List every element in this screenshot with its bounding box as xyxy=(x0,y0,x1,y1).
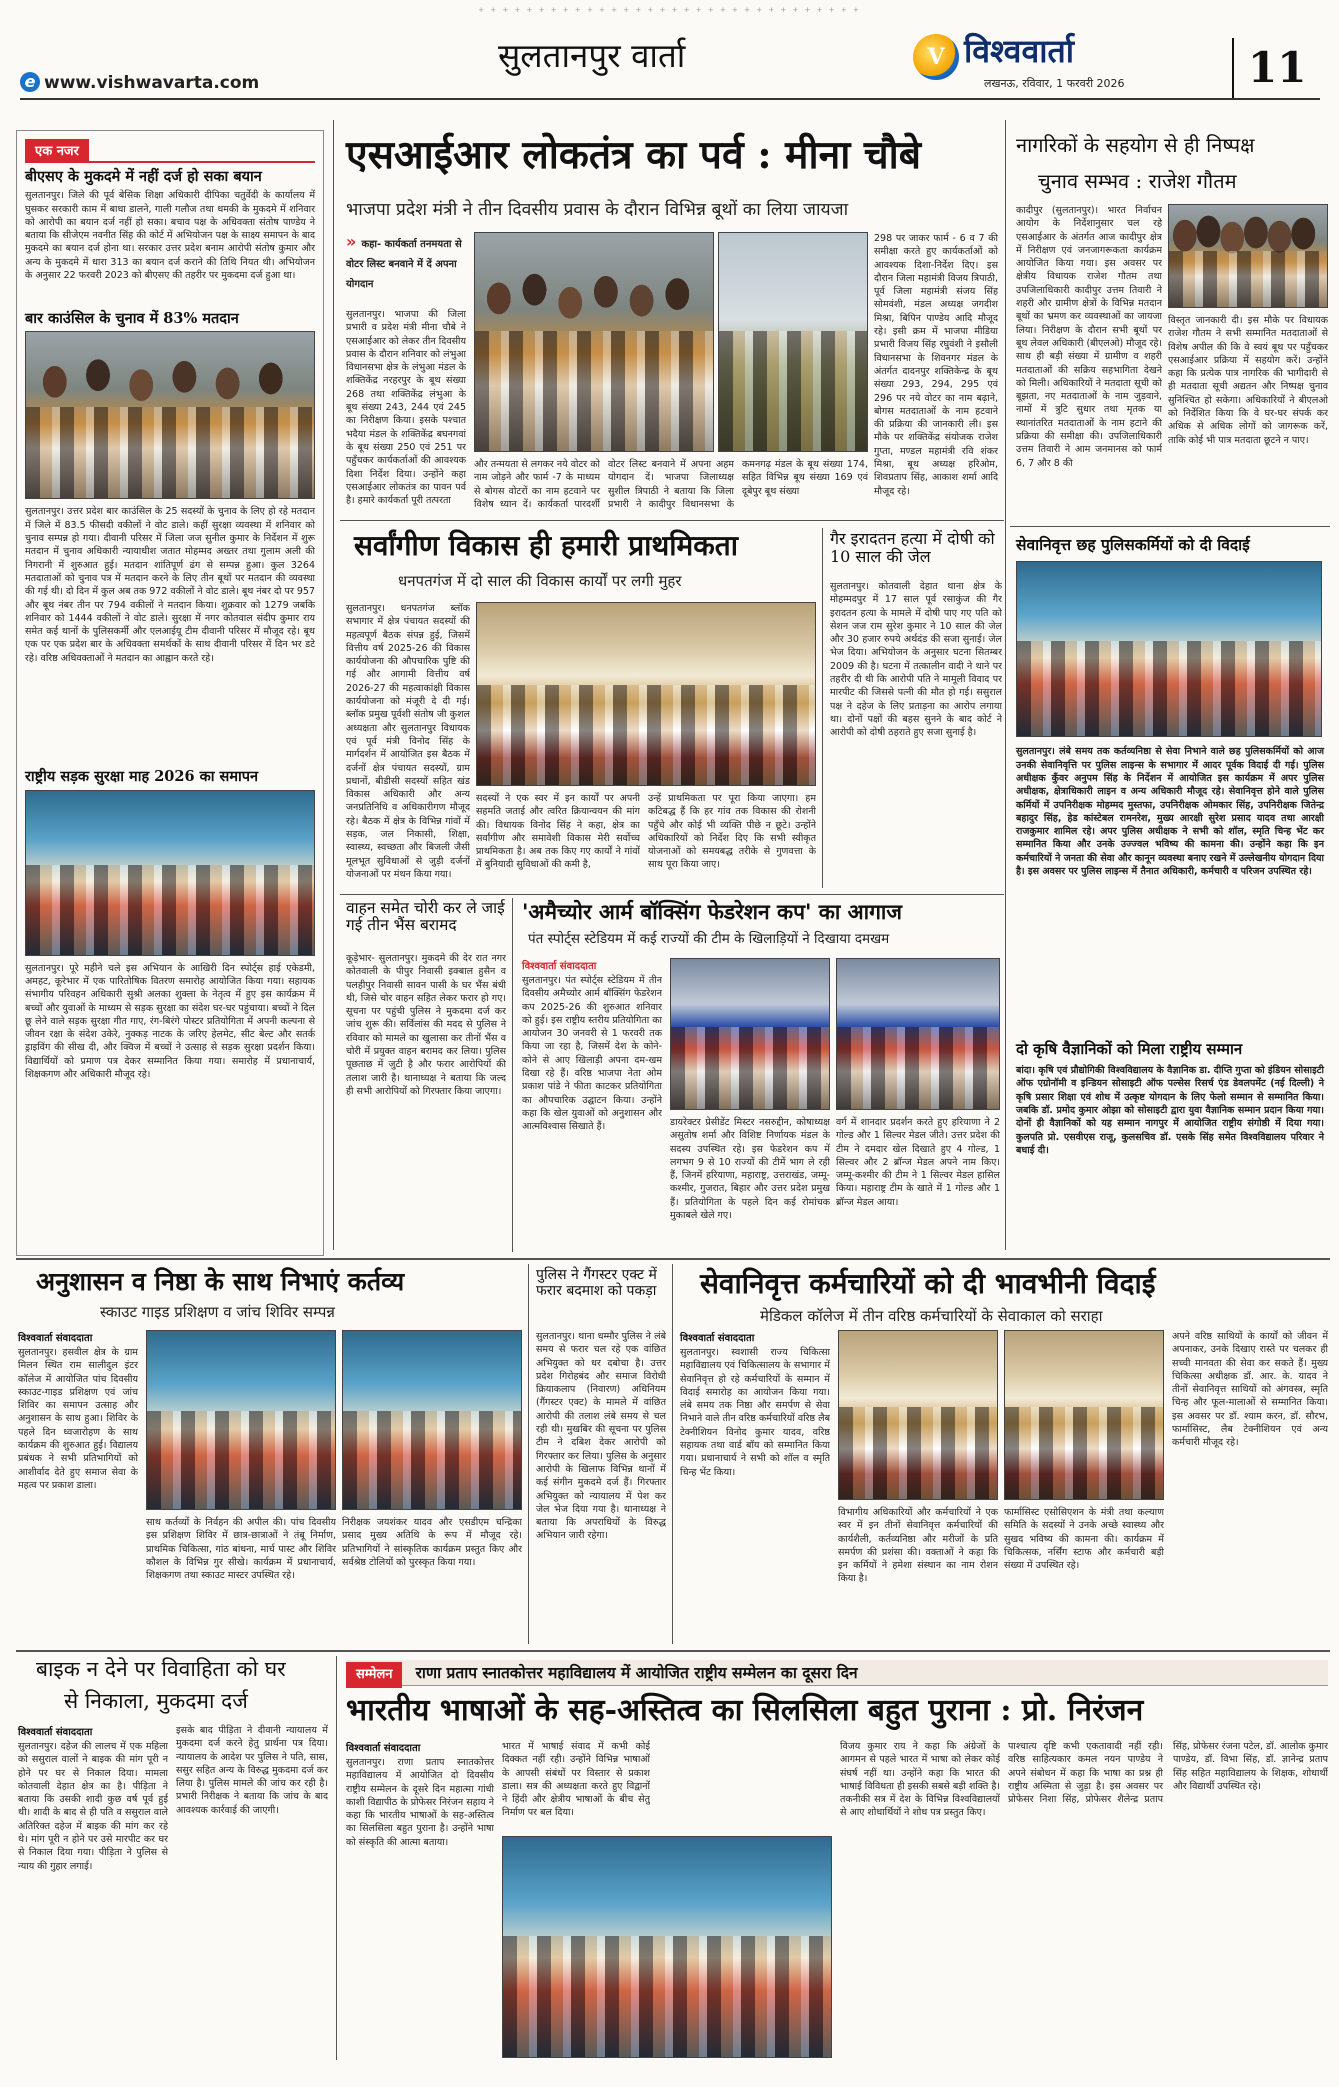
vikas-subhead: धनपतगंज में दो साल की विकास कार्यों पर लगी मुहर xyxy=(398,572,682,590)
bhasha-byline: विश्ववार्ता संवाददाता xyxy=(346,1743,421,1754)
police-body: सुलतानपुर। लंबे समय तक कर्तव्यनिष्ठा से सेवा निभाने वाले छह पुलिसकर्मियों को आज उनकी सेवानिवृत्ति पर पुलिस लाइन्स के सभागार में आदर पूर्वक विदाई दी गई। पुलिस अधीक्षक कुँवर अनुपम सिंह के निर्देशन में आयोजित इस कार्यक्रम में अपर पुलिस अधीक्षक, क्षेत्राधिकारी लाइन व अन्य अधिकारी मौजूद रहे। सेवानिवृत्त होने वाले पुलिस कर्मियों में उपनिरीक्षक मोहम्मद मुस्तफा, उपनिरीक्षक ओमकार सिंह, उपनिरीक्षक जितेन्द्र बहादुर सिंह, हेड कांस्टेबल रामनरेश, मुख्य आरक्षी सुरेश प्रसाद यादव तथा आरक्षी राजकुमार शामिल रहे। अपर पुलिस अधीक्षक ने सभी को शॉल, स्मृति चिन्ह भेंट कर सम्मानित किया और उनके उज्ज्वल भविष्य की कामना की। उन्होंने कहा कि इन कर्मचारियों ने जनता की सेवा और कानून व्यवस्था बनाए रखने में उल्लेखनीय योगदान दिया है। इस अवसर पर पुलिस लाइन्स में तैनात अधिकारी, कर्मचारी व परिजन उपस्थित रहे। xyxy=(1016,746,1324,878)
photo-detail xyxy=(26,407,314,498)
road-safety-photo xyxy=(25,790,315,956)
gangster-headline: पुलिस ने गैंगस्टर एक्ट में फरार बदमाश को पकड़ा xyxy=(536,1267,657,1299)
medical-body-d: अपने वरिष्ठ साथियों के कार्यों को जीवन में अपनाकर, उनके दिखाए रास्ते पर चलकर ही सच्ची मानवता की सेवा कर सकते हैं। मुख्य चिकित्सा अधीक्षक डॉ. आर. के. यादव ने तीनों सेवानिवृत्त साथियों को अंगवस्त्र, स्मृति चिन्ह और फूल-मालाओं से सम्मानित किया। इस अवसर पर डॉ. श्याम करन, डॉ. सौरभ, फार्मासिस्ट, लैब टेक्नीशियन एवं अन्य कर्मचारी मौजूद रहे। xyxy=(1172,1331,1328,1449)
ie-icon: e xyxy=(20,72,40,92)
photo-detail xyxy=(343,1411,521,1509)
section-rule xyxy=(340,894,1004,895)
ek-najar-story2-body: सुलतानपुर। उत्तर प्रदेश बार काउंसिल के 25 सदस्यों के चुनाव के लिए हो रहे मतदान में जिले में 83.5 फीसदी वकीलों ने वोट डाले। कहीं सुरक्षा व्यवस्था में शनिवार को चुनाव सम्पन्न हो गया। दीवानी परिसर में जिला जज सुनील कुमार के निर्देशन में शुरू मतदान में चुनाव अधिकारी न्यायाधीश जतात मोहम्मद अख्तर तथा गुलाम अली की निगरानी में शुरुआत हुई। मतदान शांतिपूर्ण ढंग से सम्पन्न हुआ। कुल 3264 मतदाताओं को चुनाव पत्र में मतदान करने के लिए तीन बूथों पर मतदान की व्यवस्था की गई थी। दो दिन में कुल अब तक 972 वकीलों ने वोट डाले। बूथ नंबर दो पर 957 और बूथ नंबर तीन पर 794 वकीलों ने मतदान किया। शुक्रवार को 1279 जबकि शनिवार को 1444 वकीलों ने वोट डाले। सुरक्षा में नगर कोतवाल संदीप कुमार राय समेत कई थानों के पुलिसकर्मी और एलआईयू टीम दीवानी परिसर में मौजूद रहे। बूथ एक पर एक प्रदेश बार के अधिवक्ता समर्थकों के साथ दीवानी परिसर में दिन भर डटे रहे। वरिष्ठ अधिवक्ताओं ने मतदान का आह्वान करते रहे। xyxy=(25,506,315,664)
vikas-headline: सर्वांगीण विकास ही हमारी प्राथमिकता xyxy=(354,529,738,562)
bike-byline: विश्ववार्ता संवाददाता xyxy=(18,1727,93,1738)
vikas-body-a: सुलतानपुर। धनपतगंज ब्लॉक सभागार में क्षेत्र पंचायत सदस्यों की महत्वपूर्ण बैठक संपन्न हुई, जिसमें वित्तीय वर्ष 2025-26 की विकास कार्ययोजना की औपचारिक पुष्टि की गई और आगामी वित्तीय वर्ष 2026-27 की महत्वाकांक्षी विकास कार्ययोजना को मंजूरी दे दी गई। ब्लॉक प्रमुख पूर्वशी संतोष जी कुशल अध्यक्षता और सुलतानपुर विधायक एवं पूर्व मंत्री विनोद सिंह के मार्गदर्शन में आयोजित इस बैठक में दर्जनों क्षेत्र पंचायत सदस्यों, ग्राम प्रधानों, बीडीसी सदस्यों सहित खंड विकास अधिकारी और अन्य जनप्रतिनिधि व अधिकारीगण मौजूद रहे। बैठक में क्षेत्र के विभिन्न गांवों में सड़क, जल निकासी, शिक्षा, स्वास्थ्य, स्वच्छता और बिजली जैसी मूलभूत सुविधाओं से जुड़ी दर्जनों योजनाओं पर मंथन किया गया। xyxy=(346,603,470,880)
hatya-headline: गैर इरादतन हत्या में दोषी को 10 साल की जेल xyxy=(830,529,995,566)
bike-headline-line2: से निकाला, मुकदमा दर्ज xyxy=(64,1689,248,1713)
medical-photo-2 xyxy=(1004,1330,1164,1500)
police-headline: सेवानिवृत्त छह पुलिसकर्मियों को दी विदाई xyxy=(1016,535,1250,554)
bhasha-body-c: विजय कुमार राय ने कहा कि अंग्रेजों के आगमन से पहले भारत में भाषा को लेकर कोई संघर्ष नहीं था। उन्होंने कहा कि भारत की भाषाई विविधता ही इसकी सबसे बड़ी शक्ति है। तकनीकी सत्र में देश के विभिन्न विश्वविद्यालयों से आए शोधार्थियों ने शोध पत्र प्रस्तुत किए। xyxy=(840,1741,1000,1819)
edition-line: लखनऊ, रविवार, 1 फरवरी 2026 xyxy=(984,77,1125,90)
vahan-headline: वाहन समेत चोरी कर ले जाई गई तीन भैंस बरामद xyxy=(346,899,505,935)
gangster-body: सुलतानपुर। थाना धम्मौर पुलिस ने लंबे समय से फरार चल रहे एक वांछित अभियुक्त को धर दबोचा है। उत्तर प्रदेश गिरोहबंद और समाज विरोधी क्रियाकलाप (निवारण) अधिनियम (गैंगस्टर एक्ट) के मामले में वांछित आरोपी की तलाश लंबे समय से चल रही थी। मुखबिर की सूचना पर पुलिस टीम ने दबिश देकर आरोपी को गिरफ्तार कर लिया। पुलिस के अनुसार आरोपी के खिलाफ विभिन्न थानों में कई संगीन मुकदमे दर्ज हैं। गिरफ्तार अभियुक्त को न्यायालय में पेश कर जेल भेज दिया गया है। थानाध्यक्ष ने बताया कि अपराधियों के विरुद्ध अभियान जारी रहेगा। xyxy=(536,1331,666,1542)
bhasha-kicker-text: राणा प्रताप स्नातकोत्तर महाविद्यालय में आयोजित राष्ट्रीय सम्मेलन का दूसरा दिन xyxy=(415,1664,858,1682)
column-rule xyxy=(822,528,823,888)
boxing-body-c: वर्ग में शानदार प्रदर्शन करते हुए हरियाणा ने 2 गोल्ड और 1 सिल्वर मेडल जीते। उत्तर प्रदेश की टीम ने दमदार खेल दिखाते हुए 4 गोल्ड, 1 सिल्वर और 2 ब्रॉन्ज मेडल अपने नाम किए। जम्मू-कश्मीर की टीम ने 1 सिल्वर मेडल हासिल किया। महाराष्ट्र टीम के खाते में 1 गोल्ड और 1 ब्रॉन्ज मेडल आया। xyxy=(836,1117,1000,1208)
ek-najar-story2-headline: बार काउंसिल के चुनाव में 83% मतदान xyxy=(25,310,239,328)
lead-body-mid: और तन्मयता से लगकर नये वोटर को नाम जोड़ने और फार्म -7 के माध्यम से बोगस वोटरों का नाम हटवाने पर विशेष ध्यान दें। कार्यकर्ता पारदर्शी वोटर लिस्ट बनवाने में अपना अहम योगदान दें। भाजपा जिलाध्यक्ष सुशील त्रिपाठी ने बताया कि जिला प्रभारी ने कादीपुर विधानसभा के कमनगढ़ मंडल के बूथ संख्या 174, सहित विभिन्न बूथ संख्या 169 एवं दूबेपुर बूथ संख्या xyxy=(474,459,868,510)
ek-najar-story3-body: सुलतानपुर। पूरे महीने चले इस अभियान के आखिरी दिन स्पोर्ट्स हाई एकेडमी, अमहट, कूरेभार में एक पारितोषिक वितरण समारोह आयोजित किया गया। सहायक संभागीय परिवहन अधिकारी सुश्री अलका शुक्ला के नेतृत्व में हुए इस कार्यक्रम में बच्चों और युवाओं के माध्यम से सड़क सुरक्षा का संदेश घर-घर पहुंचाया। बच्चों ने दिल छू लेने वाले सड़क सुरक्षा गीत गाए, रंग-बिरंगे पोस्टर प्रतियोगिता में अपनी कल्पना से जीवन रक्षा के संदेश उकेरे, नुक्कड़ नाटक के जरिए हेलमेट, सीट बेल्ट और सतर्क ड्राइविंग की सीख दी, और क्विज में बच्चों ने उत्साह से सड़क सुरक्षा प्रदर्शन किया। विद्यार्थियों को प्रमाण पत्र देकर सम्मानित किया गया। समारोह में प्रधानाचार्य, शिक्षकगण और अधिकारी मौजूद रहे। xyxy=(25,962,315,1081)
ek-najar-tag: एक नजर xyxy=(25,139,89,161)
boxing-body-a: सुलतानपुर। पंत स्पोर्ट्स स्टेडियम में तीन दिवसीय अमैच्योर आर्म बॉक्सिंग फेडरेशन कप 2025-26 की शुरुआत शनिवार को हुई। इस राष्ट्रीय स्तरीय प्रतियोगिता का आयोजन 30 जनवरी से 1 फरवरी तक किया जा रहा है, जिसमें देश के कोने-कोने से आए खिलाड़ी अपना दम-खम दिखा रहे हैं। वरिष्ठ भाजपा नेता ओम प्रकाश पांडे ने फीता काटकर प्रतियोगिता का औपचारिक उद्घाटन किया। उन्होंने कहा कि खेल युवाओं को अनुशासन और आत्मविश्वास सिखाते हैं। xyxy=(522,975,662,1133)
registration-marks: + + + + + + + + + + + + + + + + + + + + + + + + + + + + + + + + xyxy=(478,6,861,14)
bike-body-b: इसके बाद पीड़िता ने दीवानी न्यायालय में मुकदमा दर्ज करने हेतु प्रार्थना पत्र दिया। न्यायालय के आदेश पर पुलिस ने पति, सास, ससुर सहित अन्य के विरुद्ध मुकदमा दर्ज कर लिया है। पुलिस मामले की जांच कर रही है। प्रभारी निरीक्षक ने बताया कि जांच के बाद आवश्यक कार्रवाई की जाएगी। xyxy=(176,1725,328,1816)
vikas-body-b: सदस्यों ने एक स्वर में इन कार्यों पर अपनी सहमति जताई और त्वरित क्रियान्वयन की मांग की। विधायक विनोद सिंह ने कहा, क्षेत्र का सर्वांगीण और समावेशी विकास मेरी सर्वोच्च प्राथमिकता है। अब तक किए गए कार्यों ने गांवों में बुनियादी सुविधाओं की कमी है, xyxy=(476,793,640,871)
bhasha-kicker-label: सम्मेलन xyxy=(346,1662,402,1688)
bhasha-body-b: भारत में भाषाई संवाद में कभी कोई दिक्कत नहीं रही। उन्होंने विभिन्न भाषाओं के आपसी संबंधों पर विस्तार से प्रकाश डाला। सत्र की अध्यक्षता करते हुए विद्वानों ने हिंदी और क्षेत्रीय भाषाओं के बीच सेतु निर्माण पर बल दिया। xyxy=(502,1741,650,1819)
medical-byline: विश्ववार्ता संवाददाता xyxy=(680,1333,755,1344)
boxing-photo-2 xyxy=(836,958,1000,1110)
vikas-body-c: उन्हें प्राथमिकता पर पूरा किया जाएगा। हम कटिबद्ध हैं कि हर गांव तक विकास की रोशनी पहुँचे और कोई भी व्यक्ति पीछे न छूटे। उन्होंने अधिकारियों को निर्देश दिए कि सभी स्वीकृत योजनाओं को समयबद्ध तरीके से गुणवत्ता के साथ पूरा किया जाए। xyxy=(648,793,816,871)
section-rule xyxy=(340,520,1004,521)
brand-name: विश्ववार्ता xyxy=(964,32,1075,70)
scout-byline: विश्ववार्ता संवाददाता xyxy=(18,1333,93,1344)
section-rule xyxy=(16,1258,1330,1260)
photo-detail xyxy=(1005,1407,1163,1499)
column-rule xyxy=(512,898,513,1252)
vikas-photo xyxy=(476,602,816,786)
medical-body-a: सुलतानपुर। स्वशासी राज्य चिकित्सा महाविद्यालय एवं चिकित्सालय के सभागार में सेवानिवृत्त हो रहे कर्मचारियों के सम्मान में विदाई समारोह का आयोजन किया गया। लंबे समय तक निष्ठा और समर्पण से सेवा निभाने वाले तीन वरिष्ठ कर्मचारियों वरिष्ठ लैब टेक्नीशियन विनोद कुमार यादव, वरिष्ठ सहायक तथा वार्ड बॉय को सम्मानित किया गया। प्रधानाचार्य ने सभी को शॉल व स्मृति चिन्ह भेंट किया। xyxy=(680,1347,830,1478)
photo-detail xyxy=(475,331,713,451)
vahan-body: कूड़ेभार- सुलतानपुर। मुकदमे की देर रात नगर कोतवाली के पीपुर निवासी इक्बाल हुसैन व पलहीपुर निवासी सावन पासी के घर भैंस बंधी थी, जिसे चोर वाहन सहित लेकर फरार हो गए। सूचना पर पहुंची पुलिस ने मुकदमा दर्ज कर जांच शुरू की। सर्विलांस की मदद से पुलिस ने रविवार को मामले का खुलासा कर तीनों भैंस व चोरी में प्रयुक्त वाहन बरामद कर लिया। पुलिस पूछताछ में जुटी है और फरार आरोपियों की तलाश जारी है। थानाध्यक्ष ने बताया कि जल्द ही सभी आरोपियों को गिरफ्तार किया जाएगा। xyxy=(346,953,506,1097)
photo-detail xyxy=(839,1407,997,1499)
medical-subhead: मेडिकल कॉलेज में तीन वरिष्ठ कर्मचारियों के सेवाकाल को सराहा xyxy=(760,1307,1103,1325)
bhasha-body-d: पाश्चात्य दृष्टि कभी एकतावादी नहीं रही। वरिष्ठ साहित्यकार कमल नयन पाण्डेय ने अपने संबोधन में कहा कि भाषा का प्रश्न ही राष्ट्रीय अस्मिता से जुड़ा है। इस अवसर पर प्रोफेसर निशा सिंह, प्रोफेसर शैलेन्द्र प्रताप सिंह, प्रोफेसर रंजना पटेल, डॉ. आलोक कुमार पाण्डेय, डॉ. विभा सिंह, डॉ. ज्ञानेन्द्र प्रताप सिंह सहित महाविद्यालय के शिक्षक, शोधार्थी और विद्यार्थी उपस्थित रहे। xyxy=(1008,1741,1328,1806)
medical-body-c: फार्मासिस्ट एसोसिएशन के मंत्री तथा कल्याण समिति के सदस्यों ने उनके अच्छे स्वास्थ्य और सुखद भविष्य की कामना की। कार्यक्रम में चिकित्सक, नर्सिंग स्टाफ और कर्मचारी बड़ी संख्या में उपस्थित रहे। xyxy=(1004,1507,1164,1572)
ek-najar-box xyxy=(16,130,324,1256)
hatya-body: सुलतानपुर। कोतवाली देहात थाना क्षेत्र के मोहम्मदपुर में 17 साल पूर्व रसाकुंज की गैर इरादतन हत्या के मामले में दोषी पाए गए पति को सेशन जज राम सुरेश कुमार ने 10 साल की जेल और 30 हजार रुपये अर्थदंड की सजा सुनाई। जेल भेज दिया। अभियोजन के अनुसार घटना सितम्बर 2009 की है। घटना में तत्कालीन वादी ने थाने पर तहरीर दी थी कि आरोपी पति ने मामूली विवाद पर मारपीट की जिससे पत्नी की मौत हो गई। ससुराल पक्ष ने दहेज के लिए प्रताड़ना का आरोप लगाया था। दोनों पक्षों की बहस सुनने के बाद कोर्ट ने आरोपी को दोषी ठहराते हुए सजा सुनाई है। xyxy=(830,581,1002,739)
boxing-headline: 'अमैच्योर आर्म बॉक्सिंग फेडरेशन कप' का आगाज xyxy=(522,899,902,924)
section-rule xyxy=(16,1650,1330,1652)
column-rule xyxy=(672,1264,673,1644)
police-photo xyxy=(1016,561,1322,737)
photo-detail xyxy=(147,1411,335,1509)
medical-headline: सेवानिवृत्त कर्मचारियों को दी भावभीनी विदाई xyxy=(700,1267,1156,1300)
gautam-body-b: विस्तृत जानकारी दी। इस मौके पर विधायक राजेश गौतम ने सभी सम्मानित मतदाताओं से विशेष अपील की कि वे स्वयं बूथ पर पहुँचकर एसआईआर प्रक्रिया में सहयोग करें। उन्होंने कहा कि प्रत्येक पात्र नागरिक की भागीदारी से ही मतदाता सूची अद्यतन और निष्पक्ष चुनाव सुनिश्चित हो सकेगा। अधिकारियों ने बीएलओ को निर्देशित किया कि वे घर-घर संपर्क कर अधिक से अधिक लोगों को जागरूक करें, ताकि कोई भी पात्र मतदाता छूटने न पाए। xyxy=(1168,315,1328,446)
lead-headline: एसआईआर लोकतंत्र का पर्व : मीना चौबे xyxy=(346,132,922,178)
gautam-body-a: कादीपुर (सुलतानपुर)। भारत निर्वाचन आयोग के निर्देशानुसार चल रहे एसआईआर के अंतर्गत आज कादीपुर क्षेत्र में निरीक्षण एवं जनजागरूकता कार्यक्रम आयोजित किया गया। इस अवसर पर क्षेत्रीय विधायक राजेश गौतम तथा उपजिलाधिकारी कादीपुर उत्तम तिवारी ने शहरी और ग्रामीण क्षेत्रों के विभिन्न मतदान बूथों का भ्रमण कर व्यवस्थाओं का जायजा लिया। निरीक्षण के दौरान सभी बूथों पर बूथ लेवल अधिकारी (बीएलओ) मौजूद रहे। साथ ही बड़ी संख्या में ग्रामीण व शहरी मतदाताओं की सक्रिय सहभागिता देखने को मिली। अधिकारियों ने मतदाता सूची को बूझता, नए मतदाताओं के नाम जुड़वाने, नामों में त्रुटि सुधार तथा मृतक या स्थानांतरित मतदाताओं के नाम हटाने की प्रक्रिया की समीक्षा की। उपजिलाधिकारी उत्तम तिवारी ने आम जनमानस को फार्म 6, 7 और 8 की xyxy=(1016,205,1162,469)
section-title: सुलतानपुर वार्ता xyxy=(498,36,686,75)
photo-detail xyxy=(26,865,314,955)
column-rule xyxy=(528,1264,529,1644)
medical-photo-1 xyxy=(838,1330,998,1500)
masthead-underline xyxy=(20,98,1320,100)
police-box xyxy=(1010,532,1330,1250)
bhasha-headline: भारतीय भाषाओं के सह-अस्तित्व का सिलसिला बहुत पुराना : प्रो. निरंजन xyxy=(346,1693,1144,1728)
scout-body-c: निरीक्षक जयशंकर यादव और एसडीएम चन्द्रिका प्रसाद मुख्य अतिथि के रूप में मौजूद रहे। प्रतिभागियों ने सांस्कृतिक कार्यक्रम प्रस्तुत किए और सर्वश्रेष्ठ टोलियों को पुरस्कृत किया गया। xyxy=(342,1517,522,1568)
column-rule xyxy=(336,1656,337,2060)
boxing-body-b: डायरेक्टर प्रेसीडेंट मिस्टर नसरुद्दीन, कोषाध्यक्ष असुतोष शर्मा और विशिष्ट निर्णायक मंडल के सदस्य उपस्थित रहे। इस फेडरेशन कप में लगभग 9 से 10 राज्यों की टीमें भाग ले रही हैं, जिनमें हरियाणा, महाराष्ट्र, उत्तराखंड, जम्मू-कश्मीर, गुजरात, बिहार और उत्तर प्रदेश प्रमुख हैं। प्रतियोगिता के पहले दिन कई रोमांचक मुकाबले खेले गए। xyxy=(670,1117,830,1222)
lead-body-right: 298 पर जाकर फार्म - 6 व 7 की समीक्षा करते हुए कार्यकर्ताओं को आवश्यक दिशा-निर्देश दिए। इस दौरान जिला महामंत्री विजय त्रिपाठी, पूर्व जिला महामंत्री संजय सिंह सोमवंशी, मंडल अध्यक्ष जगदीश मिश्रा, बिपिन पाण्डेय आदि मौजूद रहे। इसी क्रम में भाजपा मीडिया प्रभारी विजय सिंह रघुवंशी ने इसौली विधानसभा के शिवनगर मंडल के अंतर्गत दादनपुर शक्तिकेन्द्र के बूथ संख्या 293, 294, 295 एवं 296 पर नये वोटर का नाम बढ़ाने, बोगस मतदाताओं के नाम हटवाने की प्रक्रिया की जानकारी ली। इस मौके पर शक्तिकेंद्र संयोजक राजेश गुप्ता, मण्डल महामंत्री रवि शंकर मिश्रा, बूथ अध्यक्ष हरिओम, शिवप्रताप सिंह, आकाश शर्मा आदि मौजूद रहे। xyxy=(874,233,998,497)
bhasha-photo xyxy=(502,1836,832,2058)
bike-body-a: सुलतानपुर। दहेज की लालच में एक महिला को ससुराल वालों ने बाइक की मांग पूरी न होने पर घर से निकाल दिया। मामला कोतवाली देहात क्षेत्र का है। पीड़िता ने बताया कि उसकी शादी कुछ वर्ष पूर्व हुई थी। शादी के बाद से ही पति व ससुराल वाले अतिरिक्त दहेज में बाइक की मांग कर रहे थे। मांग पूरी न होने पर उसे मारपीट कर घर से निकाल दिया गया। पीड़िता ने पुलिस से न्याय की गुहार लगाई। xyxy=(18,1741,168,1872)
police-story2-body: बांदा। कृषि एवं प्रौद्योगिकी विश्वविद्यालय के वैज्ञानिक डा. दीप्ति गुप्ता को इंडियन सोसाइटी ऑफ एग्रोनॉमी व इन्डियन सोसाइटी ऑफ पल्सेस रिसर्च एंड डेवलपमेंट (नई दिल्ली) ने कृषि प्रसार शिक्षा एवं शोध में उत्कृष्ट योगदान के लिए फेलो सम्मान से सम्मानित किया। जबकि डॉ. प्रमोद कुमार ओझा को सोसाइटी द्वारा युवा वैज्ञानिक सम्मान प्रदान किया गया। दोनों ही वैज्ञानिकों को यह सम्मान नागपुर में आयोजित राष्ट्रीय संगोष्ठी में दिया गया। कुलपति प्रो. एसवीएस राजू, कुलसचिव डॉ. एसके सिंह समेत विश्वविद्यालय परिवार ने बधाई दी। xyxy=(1016,1065,1324,1156)
police-story2-headline: दो कृषि वैज्ञानिकों को मिला राष्ट्रीय सम्मान xyxy=(1016,1040,1243,1059)
lead-body-left: सुलतानपुर। भाजपा की जिला प्रभारी व प्रदेश मंत्री मीना चौबे ने एसआईआर को लेकर तीन दिवसीय प्रवास के दौरान शनिवार को लंभुआ विधानसभा क्षेत्र के लंभुआ मंडल के शक्तिकेंद्र नरहरपुर के बूथ संख्या 268 तथा शक्तिकेंद्र लंभुआ के बूथ संख्या 243, 244 एवं 245 का निरीक्षण किया। इसके पश्चात भदैया मंडल के शक्तिकेंद्र बघनगवां के बूथ संख्या 250 एवं 251 पर पहुँचकर कार्यकर्ताओं की आवश्यक दिशा निर्देश दिया। उन्होंने कहा एसआईआर लोकतंत्र का पावन पर्व है। हमारे कार्यकर्ता पूरी तत्परता xyxy=(346,309,466,507)
page-number: 11 xyxy=(1232,38,1304,98)
gautam-headline-line1: नागरिकों के सहयोग से ही निष्पक्ष xyxy=(1016,133,1255,157)
quote-mark-icon: » xyxy=(346,232,357,251)
bhasha-kicker-bar xyxy=(346,1660,1328,1686)
scout-body-a: सुलतानपुर। हसवील क्षेत्र के ग्राम मिलन स्थित राम सालीदुल इंटर कॉलेज में आयोजित पांच दिवसीय स्काउट-गाइड प्रशिक्षण एवं जांच शिविर का समापन उत्साह और अनुशासन के साथ हुआ। शिविर के पहले दिन ध्वजारोहण के साथ कार्यक्रम की शुरुआत हुई। विद्यालय प्रबंधक ने सभी प्रतिभागियों को आशीर्वाद देते हुए समाज सेवा के महत्व पर प्रकाश डाला। xyxy=(18,1347,138,1491)
ek-najar-story1-body: सुलतानपुर। जिले की पूर्व बेसिक शिक्षा अधिकारी दीपिका चतुर्वेदी के कार्यालय में घुसकर सरकारी काम में बाधा डालने, गाली गलौज तथा धमकी के मुकदमे में शनिवार को आरोपी का बयान दर्ज नहीं हो सका। बचाव पक्ष के अधिवक्ता संतोष पाण्डेय ने बताया कि सीजेएम नवनीत सिंह की कोर्ट में अभियोजन पक्ष के साक्ष्य समापन के बाद मुकदमे का बयान दर्ज होना था। सरकार उत्तर प्रदेश बनाम आरोपी संतोष कुमार और अन्य के मुकदमे में धारा 313 का बयान दर्ज कराने की तिथि नियत थी। अभियोजन के अनुसार 22 फरवरी 2023 को बीएसए की तहरीर पर मुकदमा दर्ज हुआ था। xyxy=(25,190,315,282)
scout-photo-2 xyxy=(342,1330,522,1510)
photo-detail xyxy=(1017,641,1321,737)
lead-subhead: भाजपा प्रदेश मंत्री ने तीन दिवसीय प्रवास के दौरान विभिन्न बूथों का लिया जायजा xyxy=(346,200,849,220)
lead-photo-2 xyxy=(718,232,868,452)
photo-detail xyxy=(719,331,867,451)
boxing-byline: विश्ववार्ता संवाददाता xyxy=(522,961,597,972)
lead-photo-1 xyxy=(474,232,714,452)
scout-photo-1 xyxy=(146,1330,336,1510)
website-link[interactable]: www.vishwavarta.com xyxy=(44,73,260,93)
column-rule xyxy=(1005,120,1006,1250)
bike-headline-line1: बाइक न देने पर विवाहिता को घर xyxy=(36,1657,286,1681)
section-rule xyxy=(1010,526,1330,527)
photo-detail xyxy=(671,1027,829,1110)
lead-pullquote xyxy=(346,232,466,302)
lead-pullquote-text: कहा- कार्यकर्ता तनमयता से वोटर लिस्ट बनवाने में दें अपना योगदान xyxy=(346,239,462,290)
photo-detail xyxy=(503,1936,831,2057)
boxing-subhead: पंत स्पोर्ट्स स्टेडियम में कई राज्यों की टीम के खिलाड़ियों ने दिखाया दमखम xyxy=(528,931,890,947)
photo-detail xyxy=(477,685,815,785)
bhasha-body-a: सुलतानपुर। राणा प्रताप स्नातकोत्तर महाविद्यालय में आयोजित दो दिवसीय राष्ट्रीय सम्मेलन के दूसरे दिन महात्मा गांधी काशी विद्यापीठ के प्रोफेसर निरंजन सहाय ने कहा कि भारतीय भाषाओं के सह-अस्तित्व का सिलसिला बहुत पुराना है। उन्होंने भाषा को संस्कृति की आत्मा बताया। xyxy=(346,1757,494,1848)
photo-detail xyxy=(837,1027,999,1110)
scout-headline: अनुशासन व निष्ठा के साथ निभाएं कर्तव्य xyxy=(36,1267,405,1296)
medical-body-b: विभागीय अधिकारियों और कर्मचारियों ने एक स्वर में इन तीनों सेवानिवृत्त कर्मचारियों की कार्यशैली, कर्तव्यनिष्ठा और मरीजों के प्रति समर्पण की प्रशंसा की। वक्ताओं ने कहा कि इन कर्मियों ने हमेशा संस्थान का नाम रोशन किया है। xyxy=(838,1507,998,1585)
column-rule xyxy=(333,120,334,1250)
masthead xyxy=(0,0,1339,104)
bar-council-photo xyxy=(25,331,315,499)
ek-najar-story3-headline: राष्ट्रीय सड़क सुरक्षा माह 2026 का समापन xyxy=(25,768,259,786)
ek-najar-tag-wrap xyxy=(17,131,323,163)
photo-detail xyxy=(1169,251,1327,307)
ek-najar-story1-headline: बीएसए के मुकदमे में नहीं दर्ज हो सका बयान xyxy=(25,168,262,185)
brand-logo-icon: V xyxy=(913,34,959,80)
gautam-headline-line2: चुनाव सम्भव : राजेश गौतम xyxy=(1038,169,1237,193)
boxing-photo-1 xyxy=(670,958,830,1110)
gautam-photo xyxy=(1168,204,1328,308)
scout-body-b: साथ कर्तव्यों के निर्वहन की अपील की। पांच दिवसीय इस प्रशिक्षण शिविर में छात्र-छात्राओं ने तंबू निर्माण, प्राथमिक चिकित्सा, गांठ बांधना, मार्च पास्ट और शिविर कौशल के विभिन्न गुर सीखे। कार्यक्रम में प्रधानाचार्य, शिक्षकगण तथा स्काउट मास्टर उपस्थित रहे। xyxy=(146,1517,336,1582)
scout-subhead: स्काउट गाइड प्रशिक्षण व जांच शिविर सम्पन्न xyxy=(100,1303,335,1321)
